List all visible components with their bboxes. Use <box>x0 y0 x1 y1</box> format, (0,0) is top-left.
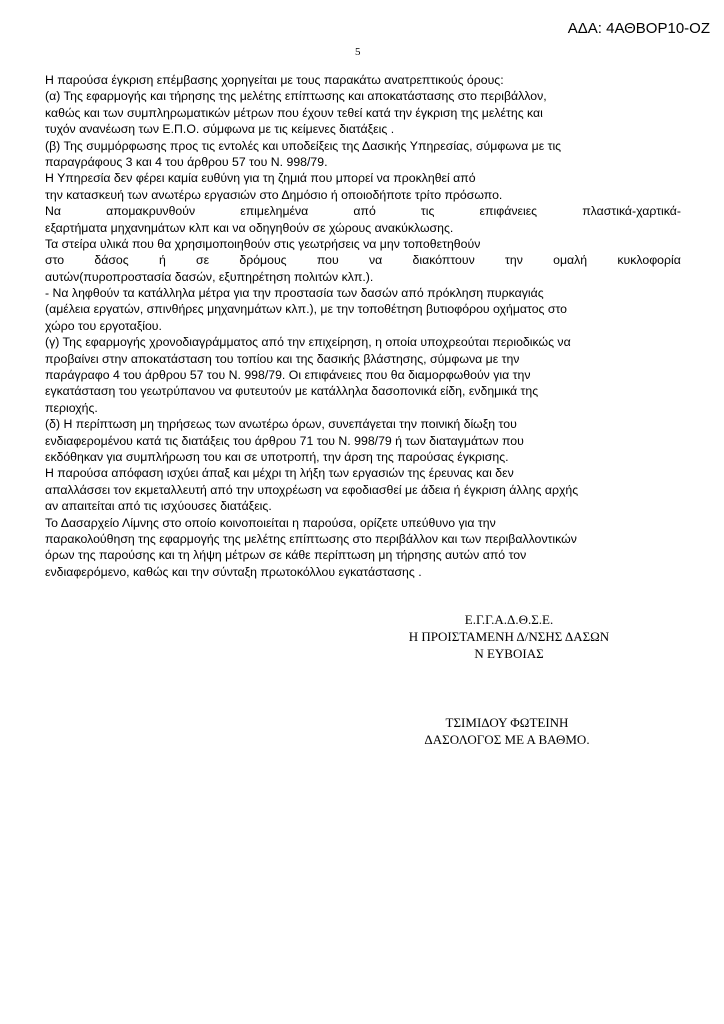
word: ή <box>158 253 166 268</box>
text-line: - Να ληφθούν τα κατάλληλα μέτρα για την προστασία των δασών από πρόκληση πυρκαγιάς <box>45 286 544 301</box>
text-line: Το Δασαρχείο Λίμνης στο οποίο κοινοποιείται η παρούσα, ορίζετε υπεύθυνο για την <box>45 515 496 530</box>
text-line: Η παρούσα απόφαση ισχύει άπαξ και μέχρι τη λήξη των εργασιών της έρευνας και δεν <box>45 466 514 481</box>
text-line: περιοχής. <box>45 400 98 415</box>
word: επιφάνειες <box>479 204 538 219</box>
signatory-name: ΤΣΙΜΙΔΟΥ ΦΩΤΕΙΝΗ <box>445 715 569 730</box>
word: πλαστικά-χαρτικά- <box>582 204 681 219</box>
signature-role: Η ΠΡΟΙΣΤΑΜΕΝΗ Δ/ΝΣΗΣ ΔΑΣΩΝ <box>408 628 610 644</box>
text-line: Τα στείρα υλικά που θα χρησιμοποιηθούν στις γεωτρήσεις να μην τοποθετηθούν <box>45 236 481 251</box>
page-number: 5 <box>355 46 361 58</box>
text-line: όρων της παρούσης και τη λήψη μέτρων σε κάθε περίπτωση μη τήρησης αυτών από τον <box>45 548 527 563</box>
word: Να <box>45 204 61 219</box>
ada-code: ΑΔΑ: 4ΑΘΒΟΡ10-ΟΖ <box>567 20 710 37</box>
text-line: ενδιαφερομένου κατά τις διατάξεις του άρθρου 71 του Ν. 998/79 ή των διαταγμάτων που <box>45 433 524 448</box>
signatory <box>402 715 612 749</box>
word: δάσος <box>94 253 129 268</box>
text-line: Η παρούσα έγκριση επέμβασης χορηγείται με τους παρακάτω ανατρεπτικούς όρους: <box>45 73 504 87</box>
text-line: εγκατάσταση του γεωτρύπανου να φυτευτούν με κατάλληλα δασοπονικά είδη, ενδημικά της <box>45 384 539 399</box>
text-line: απαλλάσσει τον εκμεταλλευτή από την υποχρέωση να εφοδιασθεί με άδεια ή έγκριση άλλης αρχής <box>45 482 579 497</box>
word: δρόμους <box>239 253 287 268</box>
text-line-justified <box>45 203 681 219</box>
signature-region: Ν ΕΥΒΟΙΑΣ <box>474 645 544 661</box>
word: τις <box>420 204 435 219</box>
text-line: παραγράφους 3 και 4 του άρθρου 57 του Ν. 998/79. <box>45 154 328 169</box>
word: ομαλή <box>553 253 588 268</box>
text-line: παράγραφο 4 του άρθρου 57 του Ν. 998/79. Οι επιφάνειες που θα διαμορφωθούν για την <box>45 368 531 383</box>
word: που <box>316 253 339 268</box>
signature-org: Ε.Γ.Γ.Α.Δ.Θ.Σ.Ε. <box>464 612 554 627</box>
text-line: αυτών(πυροπροστασία δασών, εξυπηρέτηση πολιτών κλπ.). <box>45 269 374 284</box>
text-line: (β) Της συμμόρφωσης προς τις εντολές και υποδείξεις της Δασικής Υπηρεσίας, σύμφωνα με τις <box>45 138 562 153</box>
text-line: εξαρτήματα μηχανημάτων κλπ και να οδηγηθούν σε χώρους ανακύκλωσης. <box>45 220 454 235</box>
text-line: ενδιαφερόμενο, καθώς και την σύνταξη πρωτοκόλλου εγκατάστασης . <box>45 564 422 579</box>
text-line: παρακολούθηση της εφαρμογής της μελέτης επίπτωσης στο περιβάλλον και των περιβαλλοντικών <box>45 531 577 546</box>
word: την <box>505 253 523 268</box>
text-line: (γ) Της εφαρμογής χρονοδιαγράμματος από την επιχείρηση, η οποία υποχρεούται περιοδικώς να <box>45 335 571 350</box>
text-line: τυχόν ανανέωση των Ε.Π.Ο. σύμφωνα με τις κείμενες διατάξεις . <box>45 122 395 137</box>
text-line: αν απαιτείται από τις ισχύουσες διατάξεις. <box>45 499 272 514</box>
text-line: καθώς και των συμπληρωματικών μέτρων που έχουν τεθεί κατά την έγκριση της μελέτης και <box>45 105 543 120</box>
text-line: χώρο του εργοταξίου. <box>45 318 162 333</box>
document-body <box>45 72 681 580</box>
text-line-justified <box>45 252 681 268</box>
word: στο <box>45 253 65 268</box>
word: σε <box>196 253 210 268</box>
word: απομακρυνθούν <box>106 204 196 219</box>
text-line: την κατασκευή των ανωτέρω εργασιών στο Δημόσιο ή οποιοδήποτε τρίτο πρόσωπο. <box>45 187 503 202</box>
signatory-title: ΔΑΣΟΛΟΓΟΣ ΜΕ Α ΒΑΘΜΟ. <box>424 731 590 747</box>
word: από <box>353 204 376 219</box>
word: διακόπτουν <box>412 253 475 268</box>
text-line: (αμέλεια εργατών, σπινθήρες μηχανημάτων κλπ.), με την τοποθέτηση βυτιοφόρου οχήματος στο <box>45 302 568 317</box>
word: να <box>369 253 383 268</box>
text-line: (δ) Η περίπτωση μη τηρήσεως των ανωτέρω όρων, συνεπάγεται την ποινική δίωξη του <box>45 417 517 432</box>
text-line: εκδόθηκαν για συμπλήρωση του και σε υποτροπή, την άρση της παρούσας έγκρισης. <box>45 449 509 464</box>
word: κυκλοφορία <box>617 253 681 268</box>
word: επιμελημένα <box>240 204 309 219</box>
signature-heading <box>384 612 634 662</box>
text-line: Η Υπηρεσία δεν φέρει καμία ευθύνη για τη ζημιά που μπορεί να προκληθεί από <box>45 171 476 186</box>
text-line: (α) Της εφαρμογής και τήρησης της μελέτης επίπτωσης και αποκατάστασης στο περιβάλλον, <box>45 89 547 104</box>
text-line: προβαίνει στην αποκατάσταση του τοπίου και της δασικής βλάστησης, σύμφωνα με την <box>45 351 520 366</box>
